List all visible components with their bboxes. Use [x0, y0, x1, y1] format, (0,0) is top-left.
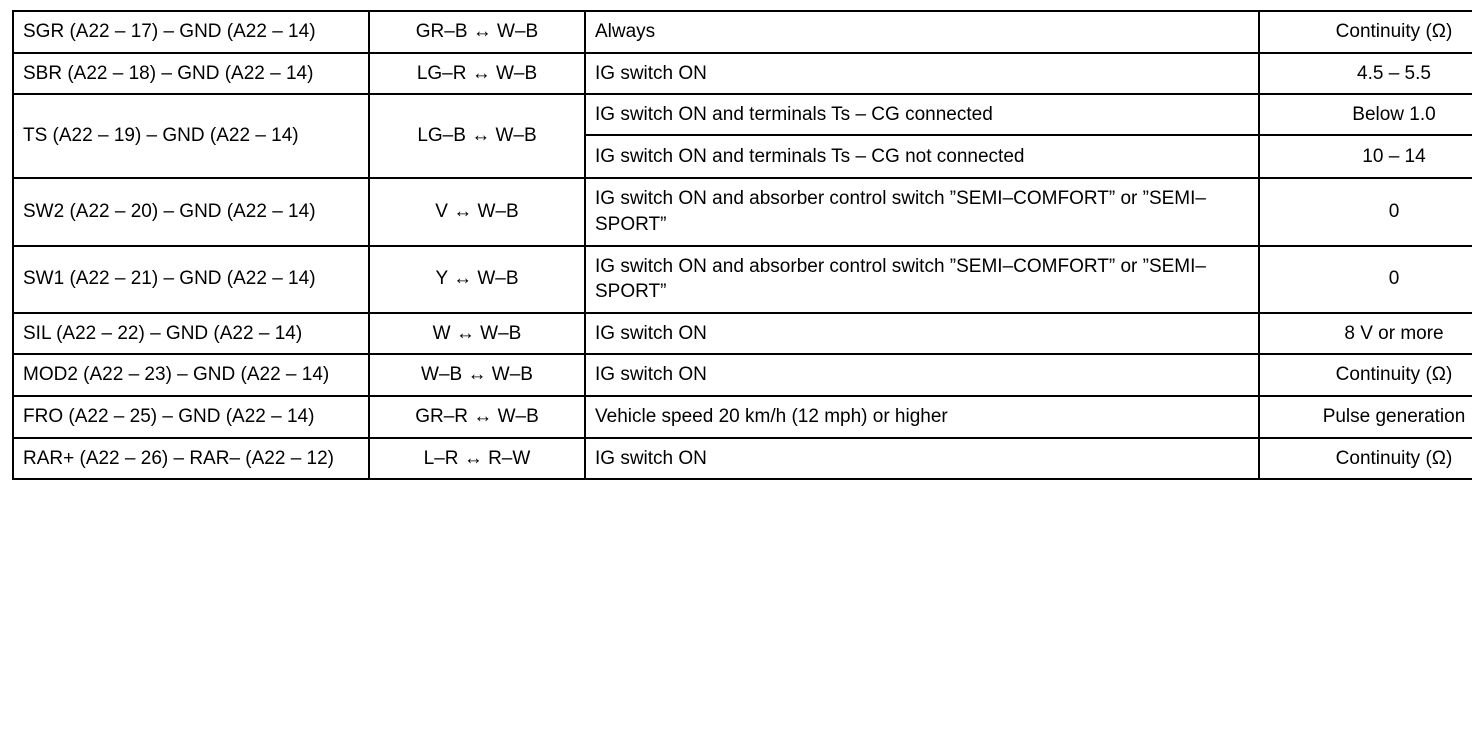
table-body — [13, 11, 1472, 479]
condition-cell: IG switch ON and terminals Ts – CG connected — [586, 95, 1258, 136]
table-row — [13, 178, 1472, 245]
terminal-cell: MOD2 (A22 – 23) – GND (A22 – 14) — [13, 354, 369, 396]
wiring-cell: LG–B ↔ W–B — [369, 94, 585, 178]
terminal-cell: SBR (A22 – 18) – GND (A22 – 14) — [13, 53, 369, 95]
wiring-cell: V ↔ W–B — [369, 178, 585, 245]
table-row — [13, 94, 1472, 178]
table-row — [13, 313, 1472, 355]
wiring-cell: W ↔ W–B — [369, 313, 585, 355]
terminal-cell: SGR (A22 – 17) – GND (A22 – 14) — [13, 11, 369, 53]
terminal-cell: TS (A22 – 19) – GND (A22 – 14) — [13, 94, 369, 178]
terminal-cell: RAR+ (A22 – 26) – RAR– (A22 – 12) — [13, 438, 369, 480]
specified-condition-cell: 0 — [1259, 178, 1472, 245]
specified-condition-cell: 0 — [1259, 246, 1472, 313]
specified-condition-cell: 4.5 – 5.5 — [1259, 53, 1472, 95]
condition-cell: Always — [585, 11, 1259, 53]
condition-cell: IG switch ON — [585, 354, 1259, 396]
terminal-specification-table — [12, 10, 1472, 480]
condition-cell: IG switch ON — [585, 53, 1259, 95]
wiring-cell: GR–B ↔ W–B — [369, 11, 585, 53]
condition-cell: IG switch ON and absorber control switch ”SEMI–COMFORT” or ”SEMI–SPORT” — [585, 246, 1259, 313]
wiring-cell: W–B ↔ W–B — [369, 354, 585, 396]
condition-cell: IG switch ON and terminals Ts – CG not connected — [595, 145, 1025, 167]
table-row — [13, 354, 1472, 396]
specified-condition-cell-group — [1259, 94, 1472, 178]
wiring-cell: Y ↔ W–B — [369, 246, 585, 313]
terminal-cell: SIL (A22 – 22) – GND (A22 – 14) — [13, 313, 369, 355]
table-row — [13, 246, 1472, 313]
specified-condition-cell: Continuity (Ω) — [1259, 438, 1472, 480]
table-row — [13, 438, 1472, 480]
specified-condition-cell: 10 – 14 — [1362, 145, 1426, 167]
condition-cell: Vehicle speed 20 km/h (12 mph) or higher — [585, 396, 1259, 438]
wiring-cell: LG–R ↔ W–B — [369, 53, 585, 95]
condition-cell-group — [585, 94, 1259, 178]
condition-cell: IG switch ON — [585, 313, 1259, 355]
terminal-cell: SW2 (A22 – 20) – GND (A22 – 14) — [13, 178, 369, 245]
specified-condition-cell: 8 V or more — [1259, 313, 1472, 355]
terminal-cell: FRO (A22 – 25) – GND (A22 – 14) — [13, 396, 369, 438]
wiring-cell: GR–R ↔ W–B — [369, 396, 585, 438]
wiring-cell: L–R ↔ R–W — [369, 438, 585, 480]
table-row — [13, 53, 1472, 95]
specified-condition-cell: Continuity (Ω) — [1259, 354, 1472, 396]
terminal-cell: SW1 (A22 – 21) – GND (A22 – 14) — [13, 246, 369, 313]
specified-condition-cell: Below 1.0 — [1260, 95, 1472, 136]
condition-cell: IG switch ON and absorber control switch ”SEMI–COMFORT” or ”SEMI–SPORT” — [585, 178, 1259, 245]
table-row — [13, 396, 1472, 438]
table-row — [13, 11, 1472, 53]
specified-condition-cell: Continuity (Ω) — [1259, 11, 1472, 53]
condition-cell: IG switch ON — [585, 438, 1259, 480]
specified-condition-cell: Pulse generation — [1259, 396, 1472, 438]
